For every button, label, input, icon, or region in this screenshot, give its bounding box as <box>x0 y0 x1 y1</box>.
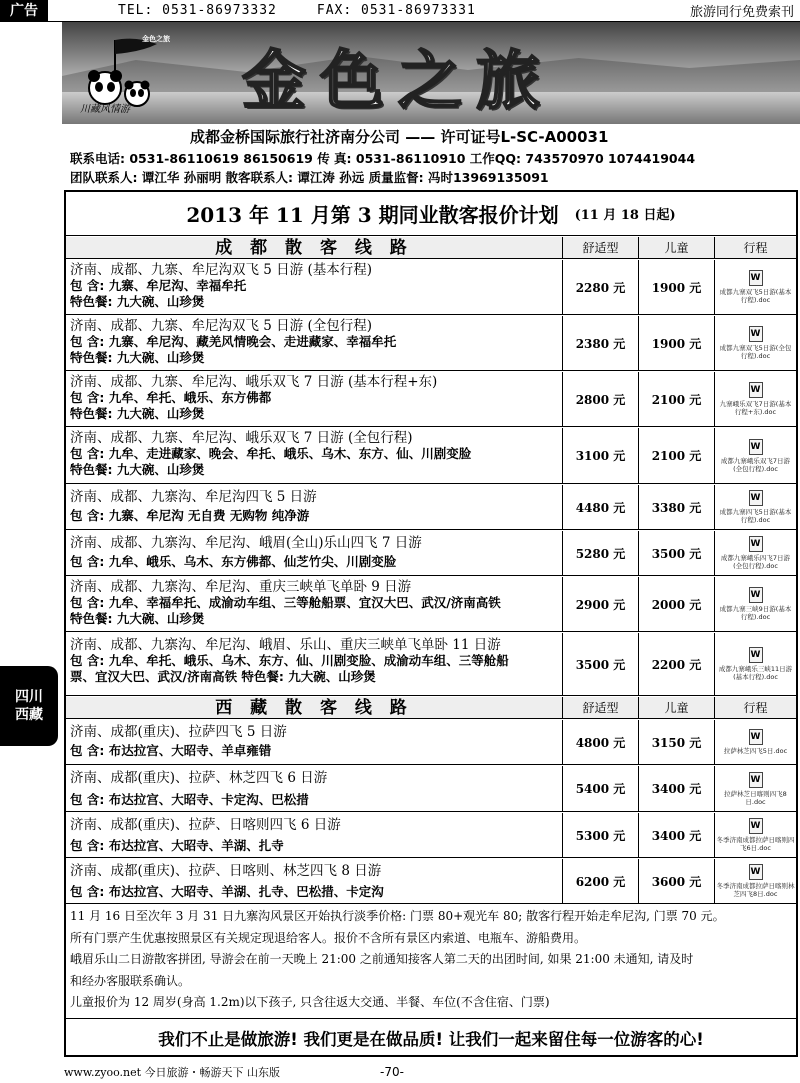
table-row <box>66 720 796 765</box>
route-includes: 包 含: 九寨、牟尼沟 无自费 无购物 纯净游 <box>70 508 310 523</box>
route-includes: 包 含: 布达拉宫、大昭寺、羊湖、扎寺、巴松措、卡定沟 <box>70 884 384 899</box>
route-meals: 特色餐: 九大碗、山珍煲 <box>70 350 205 365</box>
route-title: 济南、成都、九寨、牟尼沟、峨乐双飞 7 日游 (基本行程+东) <box>70 374 438 390</box>
child-price-cell: 1900 元 <box>638 260 714 314</box>
child-price-cell: 3380 元 <box>638 485 714 529</box>
route-title: 济南、成都、九寨沟、牟尼沟、峨眉、乐山、重庆三峡单飞单卧 11 日游 <box>70 637 501 653</box>
table-row <box>66 633 796 696</box>
table-row <box>66 531 796 576</box>
child-price-cell: 2200 元 <box>638 633 714 695</box>
price-sheet <box>64 190 798 1057</box>
route-title: 济南、成都(重庆)、拉萨、日喀则、林芝四飞 8 日游 <box>70 863 382 879</box>
note-line: 儿童报价为 12 周岁(身高 1.2m)以下孩子, 只含往返大交通、半餐、车位(不含住宿、门票) <box>70 995 550 1009</box>
price-cell: 2800 元 <box>562 372 638 426</box>
route-includes: 包 含: 九牟、幸福牟托、成渝动车组、三等舱船票、宜汉大巴、武汉/济南高铁 <box>70 595 501 610</box>
col-header-child: 儿童 <box>638 697 714 719</box>
route-includes: 包 含: 九牟、峨乐、乌木、东方佛都、仙芝竹尖、川剧变脸 <box>70 554 397 569</box>
section-name: 成 都 散 客 线 路 <box>215 238 413 258</box>
table-row <box>66 577 796 632</box>
itinerary-doc[interactable] <box>714 485 796 529</box>
doc-filename: 拉萨林芝日喀则四飞8日.doc <box>724 789 787 806</box>
child-price-cell: 2000 元 <box>638 577 714 631</box>
region-tab-line1: 四川 <box>15 689 43 705</box>
plan-title: 2013 年 11 月第 3 期同业散客报价计划 <box>186 203 559 227</box>
note-line: 11 月 16 日至次年 3 月 31 日九寨沟风景区开始执行淡季价格: 门票 80+观光车 80; 散客行程开始走牟尼沟, 门票 70 元。 <box>70 909 725 923</box>
banner-photo <box>62 22 800 124</box>
route-includes: 包 含: 九寨、牟尼沟、幸福牟托 <box>70 278 247 293</box>
price-cell: 3100 元 <box>562 428 638 483</box>
plan-subtitle: (11 月 18 日起) <box>574 208 676 223</box>
doc-filename: 成都九寨三峡9日游(基本行程).doc <box>719 605 792 621</box>
route-includes: 包 含: 九牟、牟托、峨乐、乌木、东方、仙、川剧变脸、成渝动车组、三等舱船 <box>70 653 509 668</box>
section-name: 西 藏 散 客 线 路 <box>215 698 413 718</box>
itinerary-doc[interactable] <box>714 813 796 857</box>
doc-filename: 成都九寨四飞5日游(基本行程).doc <box>719 508 792 524</box>
price-cell: 4800 元 <box>562 720 638 764</box>
route-title: 济南、成都、九寨、牟尼沟、峨乐双飞 7 日游 (全包行程) <box>70 430 413 446</box>
doc-filename: 拉萨林芝四飞5日.doc <box>723 747 788 755</box>
route-includes: 包 含: 九寨、牟尼沟、藏羌风情晚会、走进藏家、幸福牟托 <box>70 334 397 349</box>
table-row <box>66 316 796 371</box>
route-includes: 包 含: 布达拉宫、大昭寺、卡定沟、巴松措 <box>70 792 309 807</box>
region-tab-line2: 西藏 <box>15 707 43 723</box>
route-includes: 包 含: 布达拉宫、大昭寺、羊卓雍错 <box>70 743 272 758</box>
route-title: 济南、成都、九寨沟、牟尼沟四飞 5 日游 <box>70 489 317 505</box>
col-header-itinerary: 行程 <box>714 697 796 719</box>
price-cell: 5400 元 <box>562 766 638 811</box>
footer-site: www.zyoo.net 今日旅游・畅游天下 山东版 <box>64 1066 281 1079</box>
price-cell: 5280 元 <box>562 531 638 575</box>
child-price-cell: 3500 元 <box>638 531 714 575</box>
doc-filename: 冬季济南成都拉萨日喀则林芝四飞8日.doc <box>716 882 795 898</box>
col-header-price: 舒适型 <box>562 697 638 719</box>
word-doc-icon: W <box>749 818 763 834</box>
child-price-cell: 1900 元 <box>638 316 714 370</box>
col-header-price: 舒适型 <box>562 237 638 259</box>
route-title: 济南、成都(重庆)、拉萨、日喀则四飞 6 日游 <box>70 817 341 833</box>
itinerary-doc[interactable] <box>714 577 796 631</box>
logo-flag-text: 金色之旅 <box>142 35 170 43</box>
plan-title-bar <box>66 192 796 236</box>
price-cell: 5300 元 <box>562 813 638 857</box>
table-row <box>66 372 796 427</box>
route-title: 济南、成都(重庆)、拉萨、林芝四飞 6 日游 <box>70 770 328 786</box>
route-includes: 包 含: 九牟、牟托、峨乐、东方佛都 <box>70 390 272 405</box>
word-doc-icon: W <box>749 729 763 745</box>
note-line: 所有门票产生优惠按照景区有关规定现退给客人。报价不含所有景区内索道、电瓶车、游船费用。 <box>70 930 587 945</box>
ad-label: 广告 <box>0 0 48 22</box>
itinerary-doc[interactable] <box>714 260 796 314</box>
doc-filename: 成都九寨峨乐四飞7日游(全包行程).doc <box>720 554 791 570</box>
route-meals: 特色餐: 九大碗、山珍煲 <box>70 294 205 309</box>
word-doc-icon: W <box>749 382 763 398</box>
table-row <box>66 859 796 904</box>
banner-title: 金色之旅 <box>242 44 554 119</box>
price-cell: 2280 元 <box>562 260 638 314</box>
top-bar <box>0 0 800 22</box>
doc-filename: 成都九寨双飞5日游(基本行程).doc <box>719 288 792 304</box>
section-header-chengdu <box>66 237 796 259</box>
note-line: 和经办客服联系确认。 <box>70 973 191 988</box>
itinerary-doc[interactable] <box>714 720 796 764</box>
publication-label: 旅游同行免费索刊 <box>689 5 794 20</box>
child-price-cell: 2100 元 <box>638 428 714 483</box>
child-price-cell: 3600 元 <box>638 859 714 903</box>
doc-filename: 冬季济南成都拉萨日喀则四飞6日.doc <box>716 836 795 852</box>
tel-number: TEL: 0531-86973332 <box>118 3 277 18</box>
table-row <box>66 485 796 530</box>
price-cell: 6200 元 <box>562 859 638 903</box>
child-price-cell: 2100 元 <box>638 372 714 426</box>
itinerary-doc[interactable] <box>714 859 796 903</box>
itinerary-doc[interactable] <box>714 531 796 575</box>
route-meals: 特色餐: 九大碗、山珍煲 <box>70 611 205 626</box>
price-cell: 3500 元 <box>562 633 638 695</box>
route-title: 济南、成都、九寨沟、牟尼沟、峨眉(全山)乐山四飞 7 日游 <box>70 535 422 551</box>
word-doc-icon: W <box>749 326 763 342</box>
region-tab <box>0 666 58 746</box>
note-line: 峨眉乐山二日游散客拼团, 导游会在前一天晚上 21:00 之前通知接客人第二天的出团时间, 如果 21:00 未通知, 请及时 <box>70 952 694 966</box>
fax-number: FAX: 0531-86973331 <box>316 3 476 18</box>
route-title: 济南、成都、九寨、牟尼沟双飞 5 日游 (基本行程) <box>70 262 372 278</box>
word-doc-icon: W <box>749 536 763 552</box>
price-cell: 4480 元 <box>562 485 638 529</box>
footer <box>64 1062 798 1082</box>
route-title: 济南、成都、九寨、牟尼沟双飞 5 日游 (全包行程) <box>70 318 372 334</box>
people-line: 团队联系人: 谭江华 孙丽明 散客联系人: 谭江涛 孙远 质量监督: 冯时13969135091 <box>70 170 549 185</box>
table-row <box>66 428 796 484</box>
word-doc-icon: W <box>749 490 763 506</box>
doc-filename: 九寨峨乐双飞7日游(基本行程+东).doc <box>719 400 792 416</box>
itinerary-doc[interactable] <box>714 316 796 370</box>
logo-caption: 川藏风情游 <box>80 104 130 115</box>
word-doc-icon: W <box>749 270 763 286</box>
doc-filename: 成都九寨峨乐双飞7日游(全包行程).doc <box>720 456 791 473</box>
route-meals: 特色餐: 九大碗、山珍煲 <box>70 462 205 477</box>
slogan: 我们不止是做旅游! 我们更是在做品质! 让我们一起来留住每一位游客的心! <box>66 1018 796 1056</box>
route-title: 济南、成都(重庆)、拉萨四飞 5 日游 <box>70 724 287 740</box>
doc-filename: 成都九寨双飞5日游(全包行程).doc <box>719 344 792 360</box>
route-includes: 包 含: 九牟、走进藏家、晚会、牟托、峨乐、乌木、东方、仙、川剧变脸 <box>70 446 472 461</box>
contact-line: 联系电话: 0531-86110619 86150619 传 真: 0531-86110910 工作QQ: 743570970 1074419044 <box>70 151 696 166</box>
notes-block <box>70 906 794 1014</box>
price-cell: 2900 元 <box>562 577 638 631</box>
section-header-tibet <box>66 697 796 719</box>
child-price-cell: 3400 元 <box>638 813 714 857</box>
child-price-cell: 3400 元 <box>638 766 714 811</box>
itinerary-doc[interactable] <box>714 633 796 695</box>
route-meals: 特色餐: 九大碗、山珍煲 <box>70 406 205 421</box>
table-row <box>66 260 796 315</box>
price-cell: 2380 元 <box>562 316 638 370</box>
route-includes: 包 含: 布达拉宫、大昭寺、羊湖、扎寺 <box>70 838 284 853</box>
col-header-child: 儿童 <box>638 237 714 259</box>
word-doc-icon: W <box>749 864 763 880</box>
table-row <box>66 766 796 812</box>
word-doc-icon: W <box>749 772 763 788</box>
route-includes-cont: 票、宜汉大巴、武汉/济南高铁 特色餐: 九大碗、山珍煲 <box>70 669 376 684</box>
agency-name: 成都金桥国际旅行社济南分公司 —— 许可证号L-SC-A00031 <box>190 128 609 146</box>
itinerary-doc[interactable] <box>714 766 796 811</box>
table-row <box>66 813 796 858</box>
word-doc-icon: W <box>749 647 763 663</box>
doc-filename: 成都九寨峨乐三峡11日游(基本行程).doc <box>718 665 793 681</box>
col-header-itinerary: 行程 <box>714 237 796 259</box>
itinerary-doc[interactable] <box>714 372 796 426</box>
word-doc-icon: W <box>749 587 763 603</box>
page-number: -70- <box>380 1065 404 1079</box>
itinerary-doc[interactable] <box>714 428 796 483</box>
word-doc-icon: W <box>749 439 763 455</box>
route-title: 济南、成都、九寨沟、牟尼沟、重庆三峡单飞单卧 9 日游 <box>70 579 412 595</box>
child-price-cell: 3150 元 <box>638 720 714 764</box>
